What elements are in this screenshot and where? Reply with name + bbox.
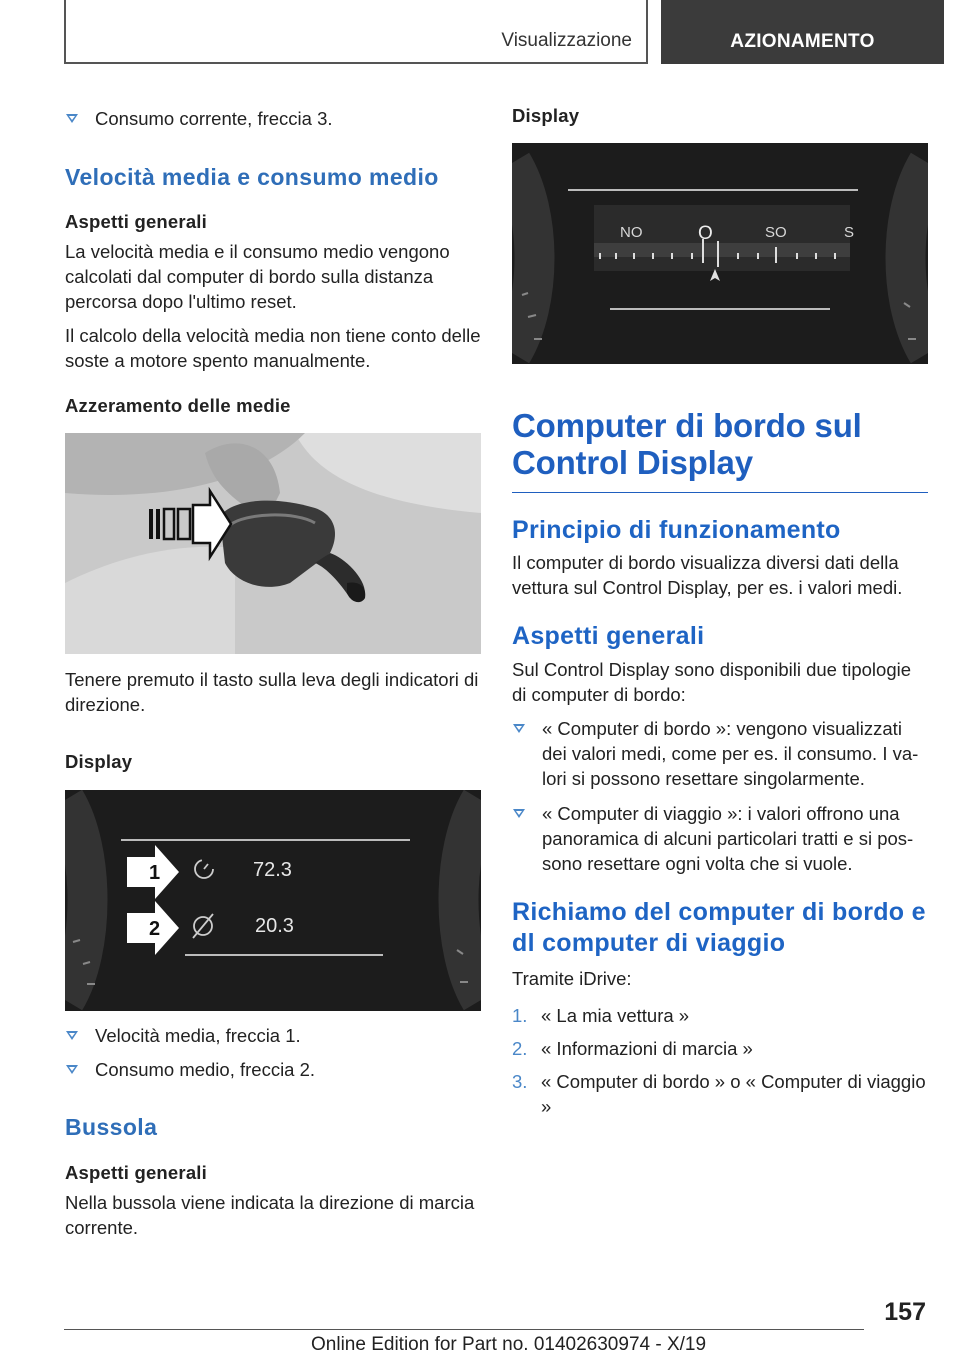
average-consumption-value: 20.3 [255,915,294,937]
bullet-item [65,106,481,131]
paragraph: Il calcolo della velocità media non tiene conto delle soste a motore spento manualmente. [65,325,481,371]
section-heading: Bussola [65,1114,158,1140]
compass-label-so: SO [765,224,787,241]
section-heading: Principio di funzionamento [512,516,841,544]
averages-display [65,790,481,1011]
step-number: 2. [512,1038,528,1059]
lever-photo [65,433,481,654]
chapter-heading: Computer di bordo sul Control Display [512,407,862,481]
bullet-item [65,1023,481,1048]
step-text: « Informazioni di marcia » [541,1038,753,1059]
triangle-bullet-icon [513,809,525,818]
step-number: 3. [512,1071,528,1092]
step-text: « Computer di bordo » o « Computer di viaggio » [541,1071,926,1117]
step-number: 1. [512,1005,528,1026]
lever-illustration [65,433,481,654]
triangle-bullet-icon [66,1065,78,1074]
section-heading: Aspetti generali [512,622,705,650]
bullet-text: « Computer di bordo »: vengono visualizzati dei valori medi, come per es. il consumo. I valori si possono resettare singolarmente. [542,718,919,789]
bullet-text: Consumo corrente, freccia 3. [95,108,333,129]
triangle-bullet-icon [66,1031,78,1040]
footer-edition: Online Edition for Part no. 01402630974 - X/19 [311,1334,707,1355]
compass-label-s: S [844,224,855,241]
heading-rule [512,492,928,493]
page-number: 157 [884,1298,926,1326]
compass-label-no: NO [620,224,643,241]
section-title: Visualizzazione [501,30,632,51]
subsection-title: Display [65,751,133,772]
left-column [65,102,481,1240]
paragraph: Nella bussola viene indicata la direzione di marcia corrente. [65,1192,475,1238]
subsection-title: Aspetti generali [65,1162,207,1183]
paragraph: Il computer di bordo visualizza diversi dati della vettura sul Control Display, per es. i valori medi. [512,552,903,598]
averages-display-image [65,790,481,1011]
header-section-box [64,0,648,64]
bullet-item [512,801,928,876]
average-speed-value: 72.3 [253,859,292,881]
bullet-text: Consumo medio, freccia 2. [95,1059,316,1080]
section-heading: Velocità media e consumo medio [65,164,439,190]
list-item [512,1036,928,1061]
subsection-title: Aspetti generali [65,211,207,232]
paragraph: La velocità media e il consumo medio vengono calcolati dal computer di bordo sulla distanza percorsa dopo l'ultimo reset. [65,241,450,312]
bullet-text: Velocità media, freccia 1. [95,1025,301,1046]
footer-rule [64,1329,864,1330]
bullet-text: « Computer di viaggio »: i valori offrono una panoramica di alcuni particolari tratti e si possono resettare ogni volta che si vuole. [542,803,914,874]
paragraph: Sul Control Display sono disponibili due tipologie di computer di bordo: [512,659,912,705]
subsection-title: Display [512,105,580,126]
compass-display [512,143,928,364]
right-column [512,102,928,1119]
compass-label-o: O [698,223,713,244]
chapter-tab: AZIONAMENTO [661,0,944,64]
compass-display-image [512,143,928,364]
section-heading: Richiamo del computer di bordo e dl computer di viaggio [512,898,926,957]
bullet-item [512,716,928,791]
image-caption: Tenere premuto il tasto sulla leva degli indicatori di direzione. [65,669,479,715]
subsection-title: Azzeramento delle medie [65,395,291,416]
bullet-item [65,1057,481,1082]
arrow-label-2: 2 [149,918,161,940]
step-text: « La mia vettura » [541,1005,690,1026]
list-item [512,1069,928,1119]
triangle-bullet-icon [66,114,78,123]
arrow-label-1: 1 [149,862,161,884]
triangle-bullet-icon [513,724,525,733]
paragraph: Tramite iDrive: [512,968,632,989]
list-item [512,1003,928,1028]
